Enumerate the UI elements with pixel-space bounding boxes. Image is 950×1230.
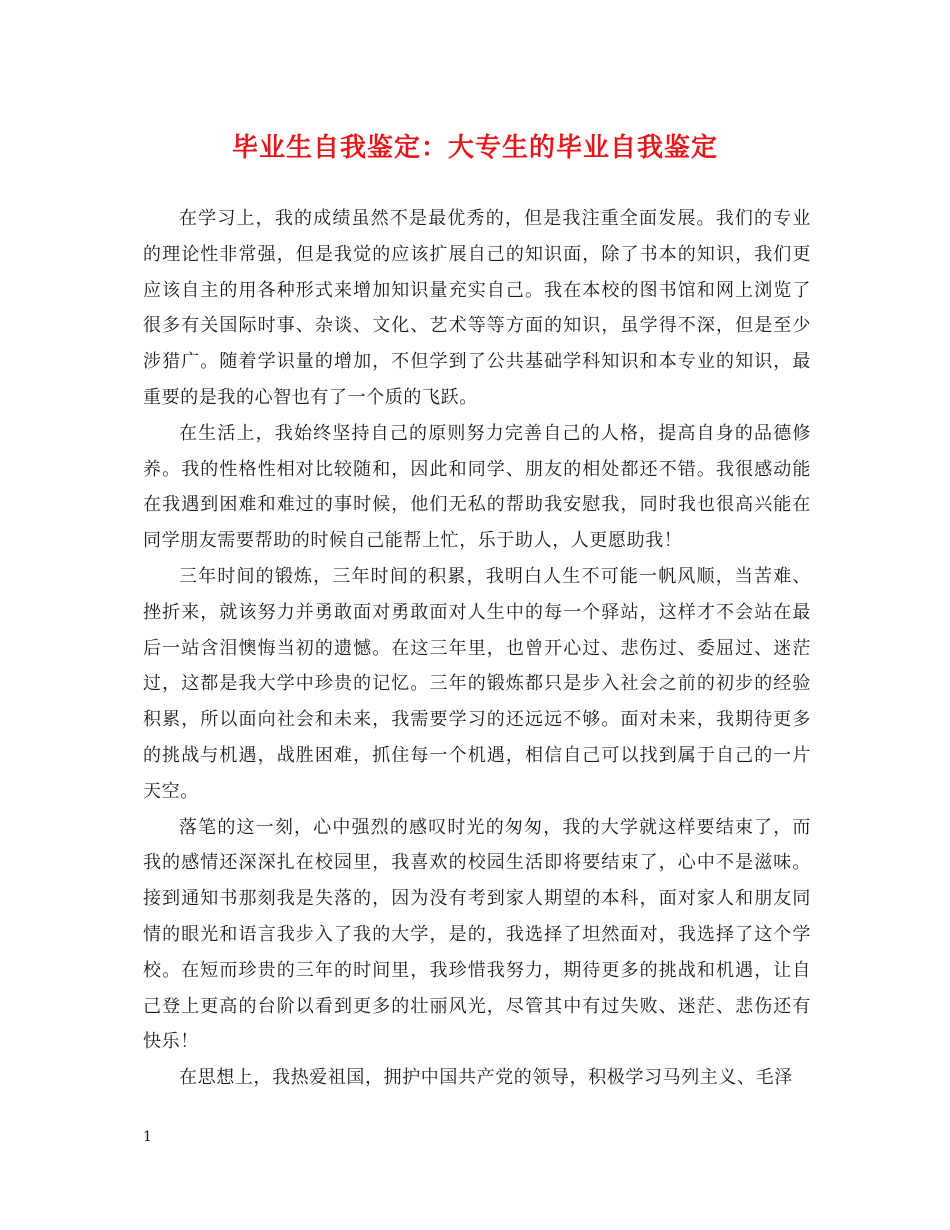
paragraph-study: 在学习上，我的成绩虽然不是最优秀的，但是我注重全面发展。我们的专业的理论性非常强，但是我觉的应该扩展自己的知识面，除了书本的知识，我们更应该自主的用各种形式来增加知识量充实自己。我在本校的图书馆和网上浏览了很多有关国际时事、杂谈、文化、艺术等等方面的知识，虽学得不深，但是至少涉猎广。随着学识量的增加，不但学到了公共基础学科知识和本专业的知识，最重要的是我的心智也有了一个质的飞跃。 [143,208,811,408]
paragraph-ideology: 在思想上，我热爱祖国，拥护中国共产党的领导，积极学习马列主义、毛泽 [179,1067,793,1089]
paragraph-three-years: 三年时间的锻炼，三年时间的积累，我明白人生不可能一帆风顺，当苦难、挫折来，就该努力并勇敢面对勇敢面对人生中的每一个驿站，这样才不会站在最后一站含泪懊悔当初的遗憾。在这三年里，也曾开心过、悲伤过、委屈过、迷茫过，这都是我大学中珍贵的记忆。三年的锻炼都只是步入社会之前的初步的经验积累，所以面向社会和未来，我需要学习的还远远不够。面对未来，我期待更多的挑战与机遇，战胜困难，抓住每一个机遇，相信自己可以找到属于自己的一片天空。 [143,565,811,802]
page-number: 1 [143,1129,152,1145]
document-body [143,201,811,1096]
paragraph-closing-thoughts: 落笔的这一刻，心中强烈的感叹时光的匆匆，我的大学就这样要结束了，而我的感情还深深扎在校园里，我喜欢的校园生活即将要结束了，心中不是滋味。接到通知书那刻我是失落的，因为没有考到家人期望的本科，面对家人和朋友同情的眼光和语言我步入了我的大学，是的，我选择了坦然面对，我选择了这个学校。在短而珍贵的三年的时间里，我珍惜我努力，期待更多的挑战和机遇，让自己登上更高的台阶以看到更多的壮丽风光，尽管其中有过失败、迷茫、悲伤还有快乐！ [143,816,811,1053]
paragraph-life: 在生活上，我始终坚持自己的原则努力完善自己的人格，提高自身的品德修养。我的性格性相对比较随和，因此和同学、朋友的相处都还不错。我很感动能在我遇到困难和难过的事时候，他们无私的帮助我安慰我，同时我也很高兴能在同学朋友需要帮助的时候自己能帮上忙，乐于助人，人更愿助我！ [143,422,811,552]
document-title: 毕业生自我鉴定：大专生的毕业自我鉴定 [231,133,718,163]
